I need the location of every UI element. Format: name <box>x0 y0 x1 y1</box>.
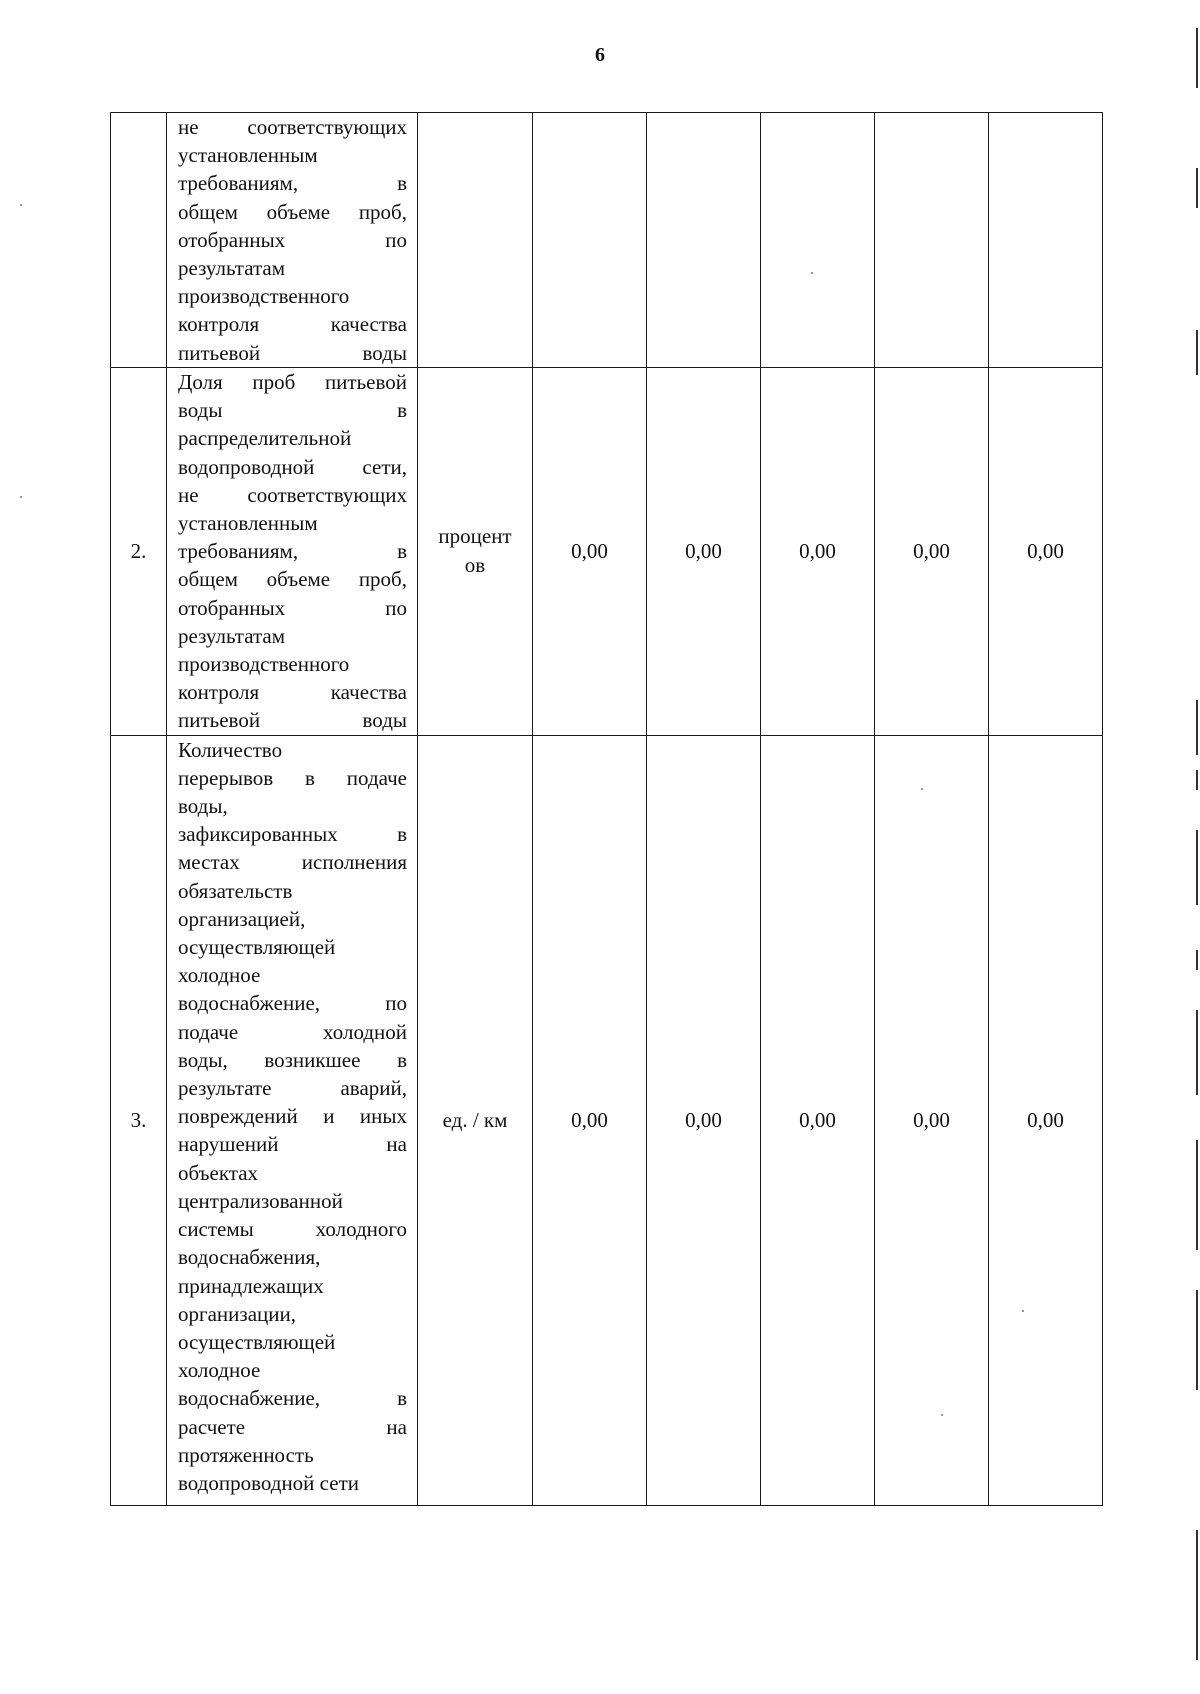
description-line: принадлежащих <box>178 1273 324 1298</box>
scan-edge-mark <box>1196 830 1198 905</box>
description-line: расчете на <box>178 1414 407 1439</box>
description-line: водоснабжение, по <box>178 991 407 1016</box>
row-number-cell: 2. <box>111 368 167 736</box>
description-line: организации, <box>178 1301 296 1326</box>
description-line: отобранных по <box>178 227 407 252</box>
description-line: не соответствующих <box>178 482 407 507</box>
description-line: осуществляющей <box>178 1329 336 1354</box>
scan-edge-mark <box>1196 330 1198 375</box>
description-line: питьевой воды <box>178 708 407 733</box>
description-line: общем объеме проб, <box>178 567 407 592</box>
description-line: производственного <box>178 284 350 309</box>
description-line: водопроводной сети, <box>178 454 407 479</box>
scan-edge-mark <box>1196 28 1198 88</box>
value-cell <box>647 113 761 368</box>
description-line: установленным <box>178 143 318 168</box>
value-cell: 0,00 <box>875 368 989 736</box>
description-line: производственного <box>178 652 350 677</box>
value-cell <box>761 113 875 368</box>
scan-speck <box>921 788 923 790</box>
value-cell: 0,00 <box>989 735 1103 1505</box>
value-cell <box>875 113 989 368</box>
value-cell: 0,00 <box>647 735 761 1505</box>
unit-cell <box>418 735 533 1505</box>
description-line: контроля качества <box>178 312 407 337</box>
description-line: нарушений на <box>178 1132 407 1157</box>
description-line: холодное <box>178 1358 261 1383</box>
unit-cell <box>418 113 533 368</box>
scan-edge-mark <box>1196 700 1198 755</box>
scan-edge-mark <box>1196 1010 1198 1095</box>
description-line: Доля проб питьевой <box>178 370 407 394</box>
indicator-table <box>110 112 1103 1506</box>
description-line: организацией, <box>178 906 306 931</box>
description-line: местах исполнения <box>178 850 407 875</box>
indicator-description-cell <box>167 113 418 368</box>
scan-speck <box>811 272 813 274</box>
description-line: распределительной <box>178 426 352 451</box>
scan-speck <box>20 496 22 498</box>
scan-edge-mark <box>1196 1290 1198 1390</box>
description-line: воды в <box>178 398 407 423</box>
description-line: зафиксированных в <box>178 822 407 847</box>
description-line: не соответствующих <box>178 115 407 139</box>
scan-edge-mark <box>1196 1140 1198 1250</box>
value-cell: 0,00 <box>989 368 1103 736</box>
description-line: воды, <box>178 794 228 819</box>
row-number-cell <box>111 113 167 368</box>
description-line: подаче холодной <box>178 1019 407 1044</box>
description-line: водоснабжения, <box>178 1245 321 1270</box>
table-row <box>111 113 1103 368</box>
value-cell: 0,00 <box>761 735 875 1505</box>
scan-speck <box>1022 1310 1024 1312</box>
description-line: результатам <box>178 256 286 281</box>
indicator-description-cell <box>167 368 418 736</box>
value-cell: 0,00 <box>875 735 989 1505</box>
row-number-cell: 3. <box>111 735 167 1505</box>
description-line: холодное <box>178 963 261 988</box>
value-cell: 0,00 <box>761 368 875 736</box>
value-cell: 0,00 <box>533 735 647 1505</box>
scan-edge-mark <box>1196 1530 1198 1660</box>
description-line: требованиям, в <box>178 539 407 564</box>
description-line: контроля качества <box>178 680 407 705</box>
value-cell: 0,00 <box>647 368 761 736</box>
description-line: централизованной <box>178 1188 343 1213</box>
scan-edge-mark <box>1196 168 1198 208</box>
page-number: 6 <box>595 44 605 66</box>
unit-line: ов <box>464 553 486 578</box>
description-line: общем объеме проб, <box>178 199 407 224</box>
table-row <box>111 368 1103 736</box>
value-cell <box>989 113 1103 368</box>
value-cell <box>533 113 647 368</box>
description-line: результате аварий, <box>178 1076 407 1101</box>
description-line: осуществляющей <box>178 935 336 960</box>
scan-speck <box>20 204 22 206</box>
description-line: установленным <box>178 511 318 536</box>
description-line: системы холодного <box>178 1217 407 1242</box>
description-line: обязательств <box>178 878 293 903</box>
unit-cell <box>418 368 533 736</box>
unit-line: процент <box>438 524 512 549</box>
description-line: питьевой воды <box>178 340 407 365</box>
unit-line: ед. / км <box>442 1107 508 1132</box>
description-line: отобранных по <box>178 595 407 620</box>
description-line: протяженность <box>178 1442 314 1467</box>
value-cell: 0,00 <box>533 368 647 736</box>
description-line: повреждений и иных <box>178 1104 407 1129</box>
description-line: водопроводной сети <box>178 1470 359 1495</box>
scan-edge-mark <box>1196 950 1198 970</box>
description-line: водоснабжение, в <box>178 1386 407 1411</box>
description-line: Количество <box>178 737 283 762</box>
description-line: результатам <box>178 623 286 648</box>
table-row <box>111 735 1103 1505</box>
description-line: воды, возникшее в <box>178 1047 407 1072</box>
scan-speck <box>941 1414 943 1416</box>
scan-edge-mark <box>1196 770 1198 790</box>
description-line: перерывов в подаче <box>178 765 407 790</box>
description-line: объектах <box>178 1160 259 1185</box>
indicator-description-cell <box>167 735 418 1505</box>
description-line: требованиям, в <box>178 171 407 196</box>
